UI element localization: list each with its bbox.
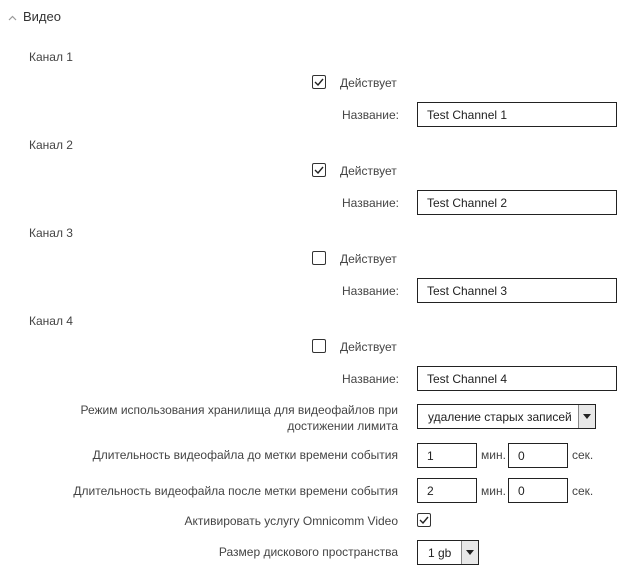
checkmark-icon xyxy=(314,166,324,174)
pre-event-label: Длительность видеофайла до метки времени события xyxy=(92,448,398,462)
channel-2-name-label: Название: xyxy=(342,196,399,210)
channel-1-title: Канал 1 xyxy=(29,50,73,64)
post-event-minutes-input[interactable] xyxy=(417,478,477,503)
post-event-min-unit: мин. xyxy=(481,484,506,498)
channel-3-name-label: Название: xyxy=(342,284,399,298)
channel-3-name-input[interactable] xyxy=(417,278,617,303)
section-title: Видео xyxy=(23,9,61,24)
chevron-up-icon xyxy=(8,10,17,24)
channel-3-title: Канал 3 xyxy=(29,226,73,240)
channel-1-name-label: Название: xyxy=(342,108,399,122)
channel-4-active-label: Действует xyxy=(340,340,397,354)
channel-4-name-input[interactable] xyxy=(417,366,617,391)
checkmark-icon xyxy=(419,516,429,524)
storage-mode-label-line2: достижении лимита xyxy=(287,419,398,433)
storage-mode-label-line1: Режим использования хранилища для видеофайлов при xyxy=(80,403,398,417)
disk-space-label: Размер дискового пространства xyxy=(218,545,398,559)
post-event-label: Длительность видеофайла после метки времени события xyxy=(73,484,398,498)
channel-1-active-label: Действует xyxy=(340,76,397,90)
pre-event-minutes-input[interactable] xyxy=(417,443,477,468)
disk-space-value: 1 gb xyxy=(428,545,452,560)
storage-mode-value: удаление старых записей xyxy=(428,409,572,424)
pre-event-min-unit: мин. xyxy=(481,448,506,462)
channel-4-active-checkbox[interactable] xyxy=(312,339,326,353)
channel-4-name-label: Название: xyxy=(342,372,399,386)
dropdown-arrow-icon xyxy=(578,405,595,428)
channel-2-name-input[interactable] xyxy=(417,190,617,215)
storage-mode-label xyxy=(81,402,398,434)
section-header-video[interactable] xyxy=(8,9,61,24)
channel-1-name-input[interactable] xyxy=(417,102,617,127)
pre-event-sec-unit: сек. xyxy=(572,448,594,462)
omnicomm-video-label: Активировать услугу Omnicomm Video xyxy=(184,514,398,528)
storage-mode-select[interactable] xyxy=(417,404,596,429)
channel-4-title: Канал 4 xyxy=(29,314,73,328)
channel-1-active-checkbox[interactable] xyxy=(312,75,326,89)
channel-2-title: Канал 2 xyxy=(29,138,73,152)
omnicomm-video-checkbox[interactable] xyxy=(417,513,431,527)
channel-3-active-label: Действует xyxy=(340,252,397,266)
channel-2-active-checkbox[interactable] xyxy=(312,163,326,177)
pre-event-seconds-input[interactable] xyxy=(508,443,568,468)
channel-3-active-checkbox[interactable] xyxy=(312,251,326,265)
checkmark-icon xyxy=(314,78,324,86)
disk-space-select[interactable] xyxy=(417,540,479,565)
post-event-seconds-input[interactable] xyxy=(508,478,568,503)
channel-2-active-label: Действует xyxy=(340,164,397,178)
dropdown-arrow-icon xyxy=(461,541,478,564)
post-event-sec-unit: сек. xyxy=(572,484,594,498)
